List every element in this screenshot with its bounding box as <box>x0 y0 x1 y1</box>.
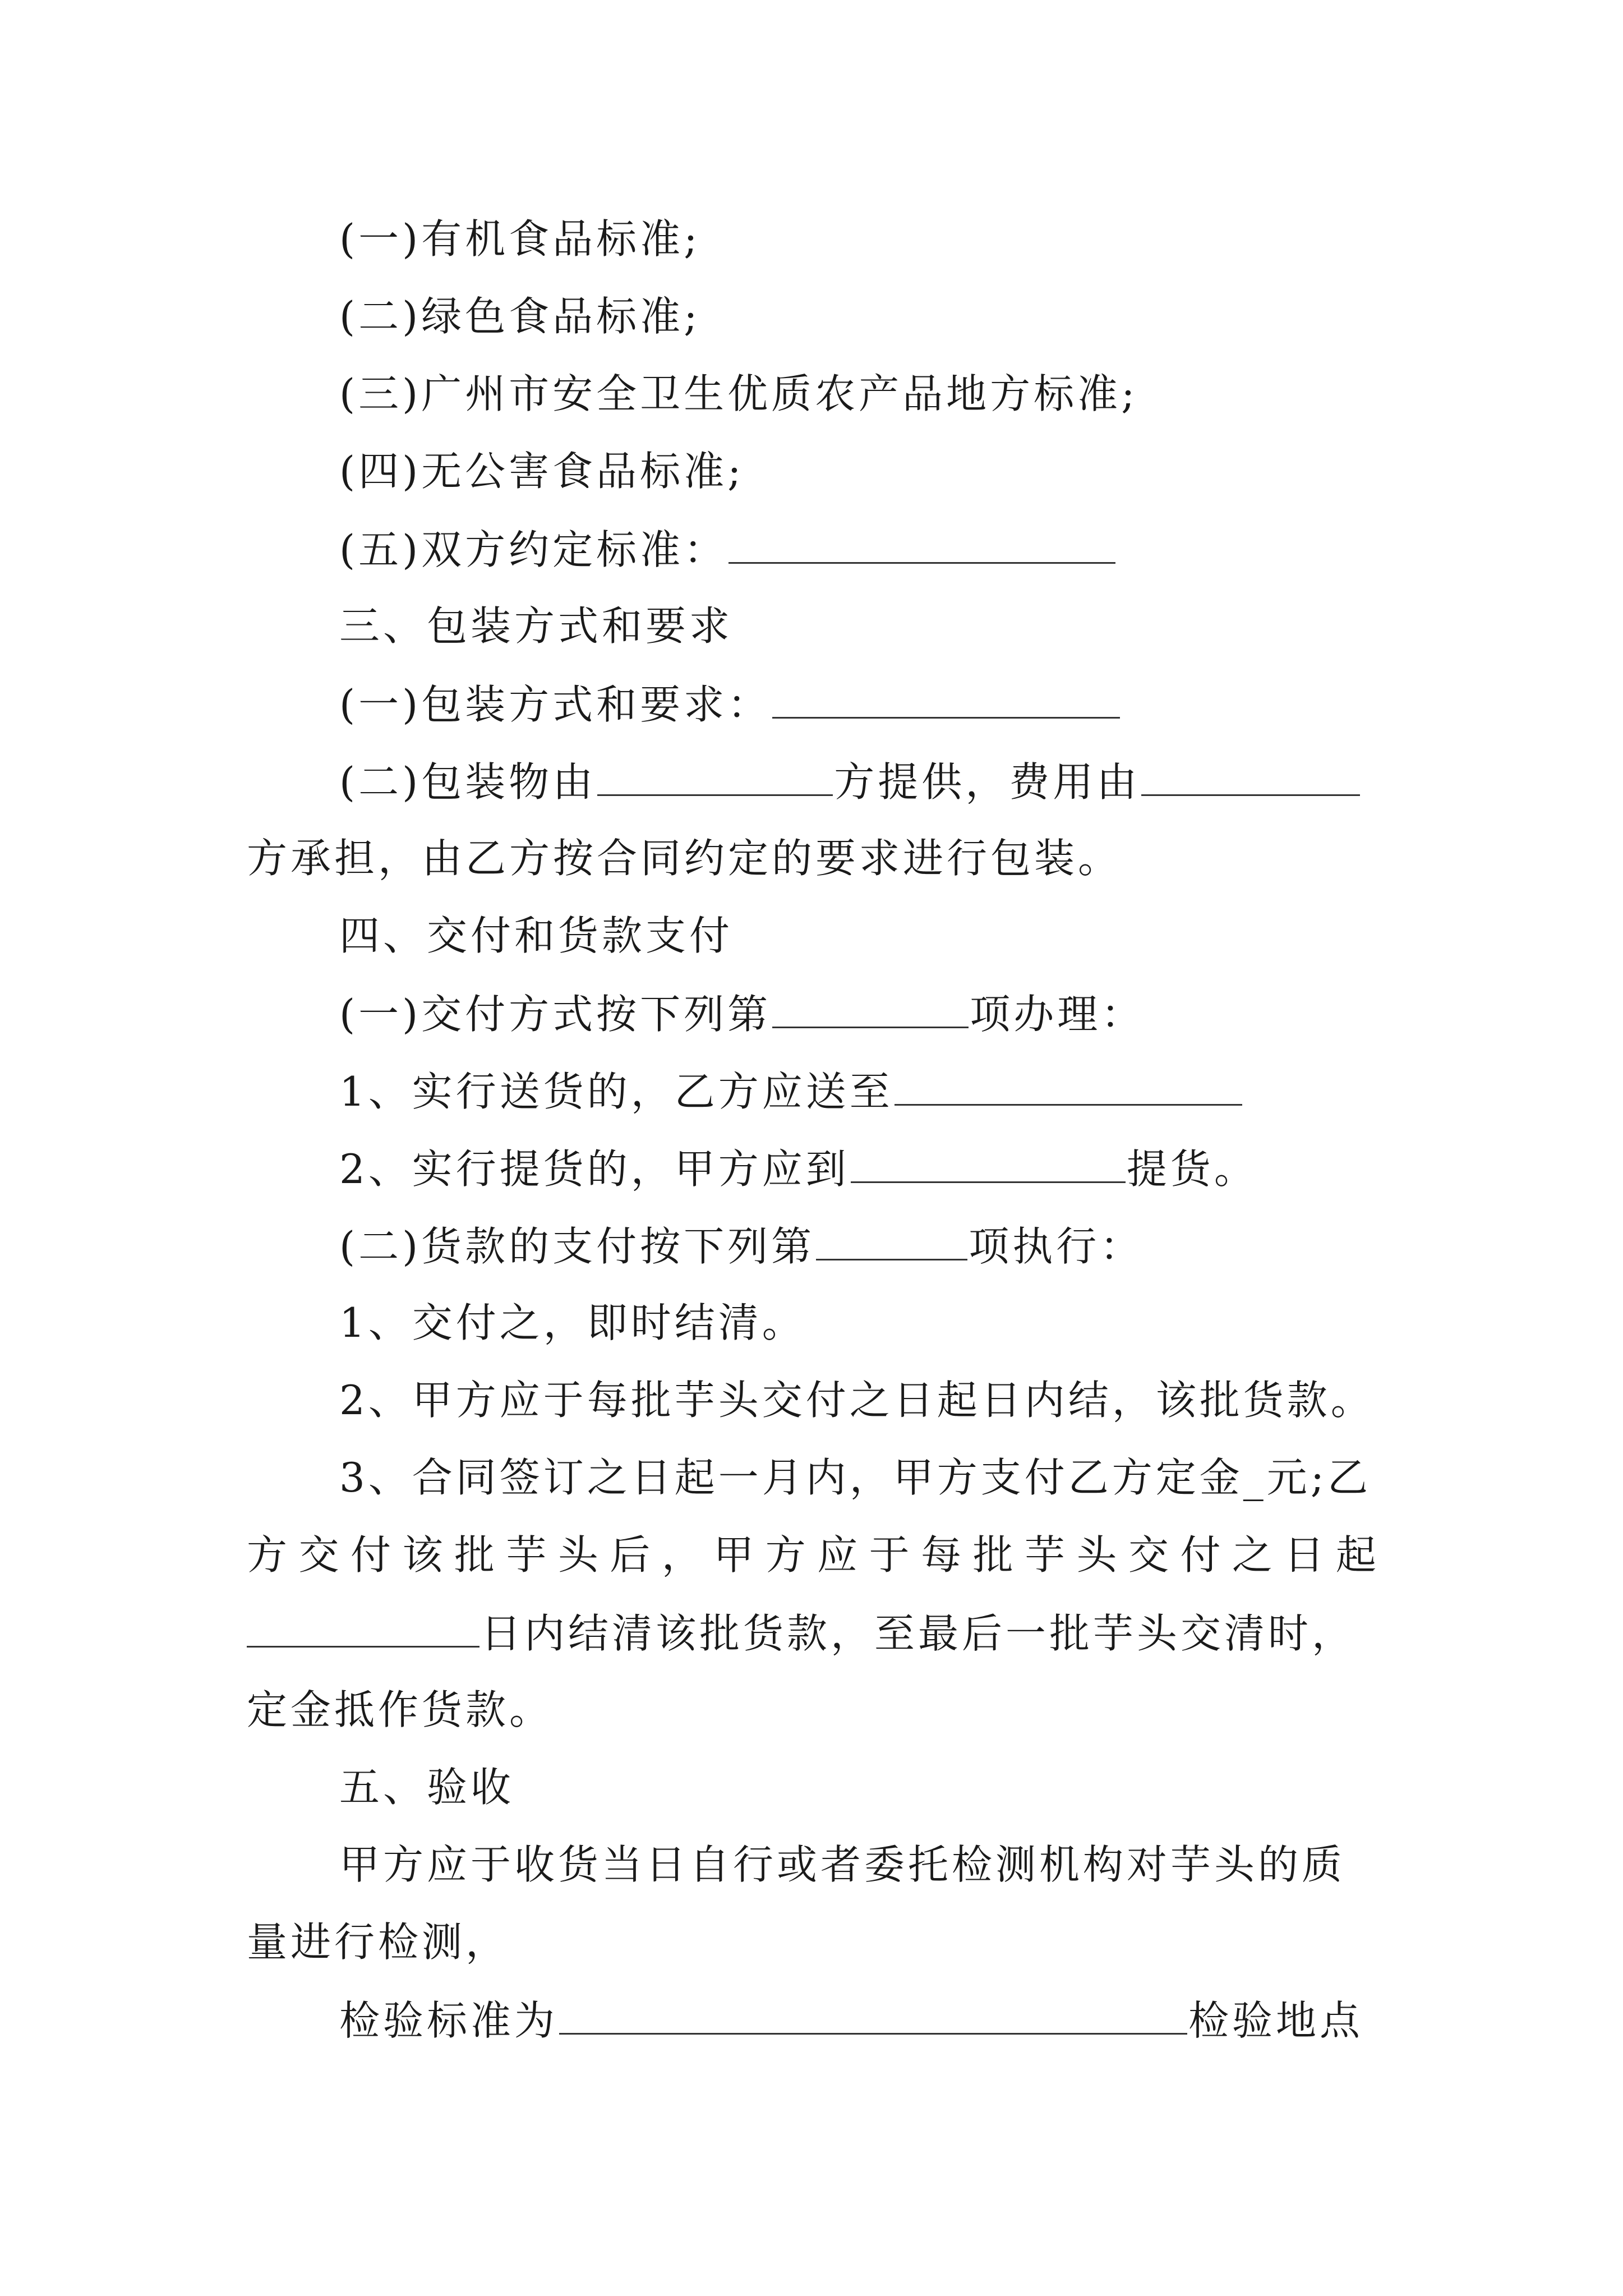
char: 甲 <box>713 1531 758 1579</box>
clause-inspection-standard <box>247 1997 1380 2044</box>
clause-delivery-pickup <box>247 1145 1380 1193</box>
packaging-cost-blank[interactable] <box>1141 761 1360 796</box>
char: 每 <box>921 1531 965 1579</box>
delivery-sent-text: 1、实行送货的，乙方应送至 <box>339 1068 893 1115</box>
char: 之 <box>1232 1531 1276 1579</box>
char: 后 <box>610 1531 654 1579</box>
clause-organic-food: (一)有机食品标准; <box>339 215 701 263</box>
char: 批 <box>454 1531 498 1579</box>
clause-payment-immediate: 1、交付之，即时结清。 <box>339 1299 806 1346</box>
clause-delivery-sent <box>247 1068 1380 1115</box>
char: 交 <box>298 1531 343 1579</box>
char: 应 <box>817 1531 861 1579</box>
settlement-days-blank[interactable] <box>247 1612 479 1648</box>
char: 该 <box>402 1531 446 1579</box>
delivery-pickup-text-a: 2、实行提货的，甲方应到 <box>339 1145 850 1193</box>
payment-method-blank[interactable] <box>816 1225 967 1260</box>
char: 方 <box>765 1531 809 1579</box>
clause-delivery-method <box>247 991 1380 1038</box>
clause-green-food: (二)绿色食品标准; <box>339 293 701 340</box>
char: 芋 <box>1025 1531 1069 1579</box>
packaging-supplier-text-b: 方提供，费用由 <box>834 758 1141 806</box>
inspection-standard-text-a: 检验标准为 <box>339 1997 559 2044</box>
delivery-pickup-text-b: 提货。 <box>1126 1145 1258 1193</box>
packaging-supplier-text-a: (二)包装物由 <box>339 758 597 806</box>
clause-inspection: 甲方应于收货当日自行或者委托检测机构对芋头的质 <box>339 1841 1346 1888</box>
inspection-standard-text-b: 检验地点 <box>1188 1997 1364 2044</box>
char: 交 <box>1128 1531 1172 1579</box>
clause-packaging-cost: 方承担，由乙方按合同约定的要求进行包装。 <box>247 835 1122 882</box>
clause-packaging-method-text: (一)包装方式和要求： <box>339 681 772 728</box>
char: 付 <box>350 1531 394 1579</box>
packaging-method-blank[interactable] <box>772 683 1120 719</box>
clause-pollution-free: (四)无公害食品标准; <box>339 448 745 495</box>
clause-agreed-standard-text: (五)双方约定标准： <box>339 526 728 573</box>
delivery-method-text-b: 项办理： <box>970 991 1145 1038</box>
char: 方 <box>247 1531 291 1579</box>
section-5-heading: 五、验收 <box>339 1764 515 1811</box>
clause-guangzhou-standard: (三)广州市安全卫生优质农产品地方标准; <box>339 370 1138 417</box>
char: 头 <box>557 1531 602 1579</box>
pickup-place-blank[interactable] <box>851 1148 1126 1183</box>
char: 头 <box>1076 1531 1121 1579</box>
agreed-standard-blank[interactable] <box>728 528 1115 564</box>
clause-agreed-standard <box>247 526 1380 573</box>
char: 批 <box>972 1531 1017 1579</box>
payment-method-text-b: 项执行： <box>969 1223 1144 1270</box>
clause-payment-method <box>247 1223 1380 1270</box>
document-page <box>247 202 1380 2244</box>
inspection-standard-blank[interactable] <box>559 1999 1187 2035</box>
clause-settlement <box>247 1610 1380 1657</box>
clause-packaging-method <box>247 681 1380 728</box>
delivery-method-blank[interactable] <box>772 993 969 1028</box>
clause-deposit-continued <box>247 1531 1380 1579</box>
payment-method-text-a: (二)货款的支付按下列第 <box>339 1223 815 1270</box>
char: 付 <box>1180 1531 1224 1579</box>
char: 芋 <box>506 1531 550 1579</box>
char: 日 <box>1284 1531 1328 1579</box>
clause-deposit: 3、合同签订之日起一月内，甲方支付乙方定金_元;乙 <box>339 1454 1372 1501</box>
clause-payment-within-days: 2、甲方应于每批芋头交付之日起日内结，该批货款。 <box>339 1377 1375 1424</box>
section-4-heading: 四、交付和货款支付 <box>339 912 734 959</box>
section-3-heading: 三、包装方式和要求 <box>339 602 734 650</box>
clause-inspection-continued: 量进行检测， <box>247 1918 510 1966</box>
char: ， <box>661 1531 706 1579</box>
char: 于 <box>869 1531 913 1579</box>
clause-deposit-as-payment: 定金抵作货款。 <box>247 1686 554 1733</box>
delivery-address-blank[interactable] <box>895 1070 1242 1106</box>
char: 起 <box>1335 1531 1380 1579</box>
packaging-supplier-blank[interactable] <box>597 761 833 796</box>
delivery-method-text-a: (一)交付方式按下列第 <box>339 991 772 1038</box>
settlement-text: 日内结清该批货款，至最后一批芋头交清时， <box>481 1610 1356 1657</box>
clause-packaging-supplier <box>247 758 1380 806</box>
